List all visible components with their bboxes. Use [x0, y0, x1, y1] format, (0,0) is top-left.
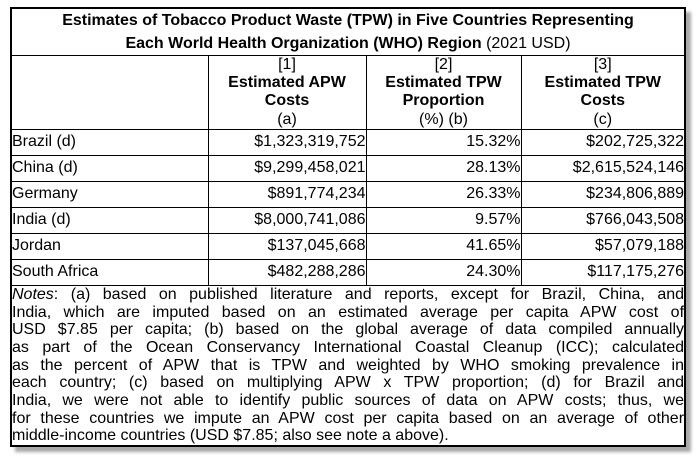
tpw-costs-value: $57,079,188	[521, 233, 685, 259]
table-title	[11, 8, 685, 56]
table-notes	[11, 285, 685, 446]
notes-line: India, we were not able to identify public sources of data on APW costs; thus, we	[12, 392, 685, 410]
column-number: [2]	[434, 56, 453, 73]
tpw-proportion-value: 26.33%	[366, 181, 521, 207]
table-title-line1: Estimates of Tobacco Product Waste (TPW) in Five Countries Representing	[62, 12, 634, 29]
country-label: China (d)	[11, 155, 208, 181]
apw-costs-value: $482,288,286	[208, 259, 366, 285]
tpw-estimates-table	[10, 7, 686, 447]
apw-costs-value: $9,299,458,021	[208, 155, 366, 181]
column-header-tpw-proportion	[366, 56, 521, 130]
column-header-apw-costs	[208, 56, 366, 130]
column-label: Estimated TPW Proportion	[385, 74, 502, 110]
column-sub-label: (c)	[593, 110, 613, 128]
table-row-india	[11, 207, 685, 233]
apw-costs-value: $137,045,668	[208, 233, 366, 259]
country-label: South Africa	[11, 259, 208, 285]
tpw-proportion-value: 28.13%	[366, 155, 521, 181]
table-row-jordan	[11, 233, 685, 259]
notes-line: as part of the Ocean Conservancy International Coastal Cleanup (ICC); calculated	[12, 338, 685, 356]
column-header-country	[11, 56, 208, 130]
notes-label: Notes	[12, 285, 54, 303]
apw-costs-value: $1,323,319,752	[208, 129, 366, 155]
column-sub-label: (a)	[277, 110, 297, 128]
tpw-proportion-value: 24.30%	[366, 259, 521, 285]
notes-line: each country; (c) based on multiplying APW x TPW proportion; (d) for Brazil and	[12, 374, 685, 392]
notes-line: middle-income countries (USD $7.85; also see note a above).	[12, 427, 449, 445]
table-header-row	[11, 56, 685, 130]
notes-line: as the percent of APW that is TPW and weighted by WHO smoking prevalence in	[12, 356, 685, 374]
column-label: Estimated APW Costs	[228, 74, 346, 110]
column-label: Estimated TPW Costs	[544, 74, 661, 110]
tpw-proportion-value: 9.57%	[366, 207, 521, 233]
table-row-south-africa	[11, 259, 685, 285]
tpw-costs-value: $2,615,524,146	[521, 155, 685, 181]
apw-costs-value: $891,774,234	[208, 181, 366, 207]
tpw-estimates-table-container	[10, 7, 686, 447]
country-label: Jordan	[11, 233, 208, 259]
table-row-brazil	[11, 129, 685, 155]
notes-line: Notes: (a) based on published literature and reports, except for Brazil, China, and	[12, 285, 685, 303]
tpw-costs-value: $202,725,322	[521, 129, 685, 155]
table-row-germany	[11, 181, 685, 207]
tpw-proportion-value: 15.32%	[366, 129, 521, 155]
apw-costs-value: $8,000,741,086	[208, 207, 366, 233]
table-title-row	[11, 8, 685, 56]
notes-line: India, which are imputed based on an estimated average per capita APW cost of	[12, 303, 685, 321]
tpw-proportion-value: 41.65%	[366, 233, 521, 259]
notes-line: for these countries we impute an APW cost per capita based on an average of other	[12, 409, 685, 427]
table-notes-row	[11, 285, 685, 446]
notes-line: USD $7.85 per capita; (b) based on the global average of data compiled annually	[12, 321, 685, 339]
table-title-line2-bold: Each World Health Organization (WHO) Region	[125, 35, 482, 52]
table-row-china	[11, 155, 685, 181]
column-number: [1]	[278, 56, 296, 73]
column-number: [3]	[593, 56, 612, 73]
column-header-tpw-costs	[521, 56, 685, 130]
country-label: India (d)	[11, 207, 208, 233]
country-label: Germany	[11, 181, 208, 207]
tpw-costs-value: $117,175,276	[521, 259, 685, 285]
column-sub-label: (%) (b)	[419, 110, 468, 128]
tpw-costs-value: $234,806,889	[521, 181, 685, 207]
country-label: Brazil (d)	[11, 129, 208, 155]
table-title-line2-regular: (2021 USD)	[486, 35, 571, 52]
tpw-costs-value: $766,043,508	[521, 207, 685, 233]
